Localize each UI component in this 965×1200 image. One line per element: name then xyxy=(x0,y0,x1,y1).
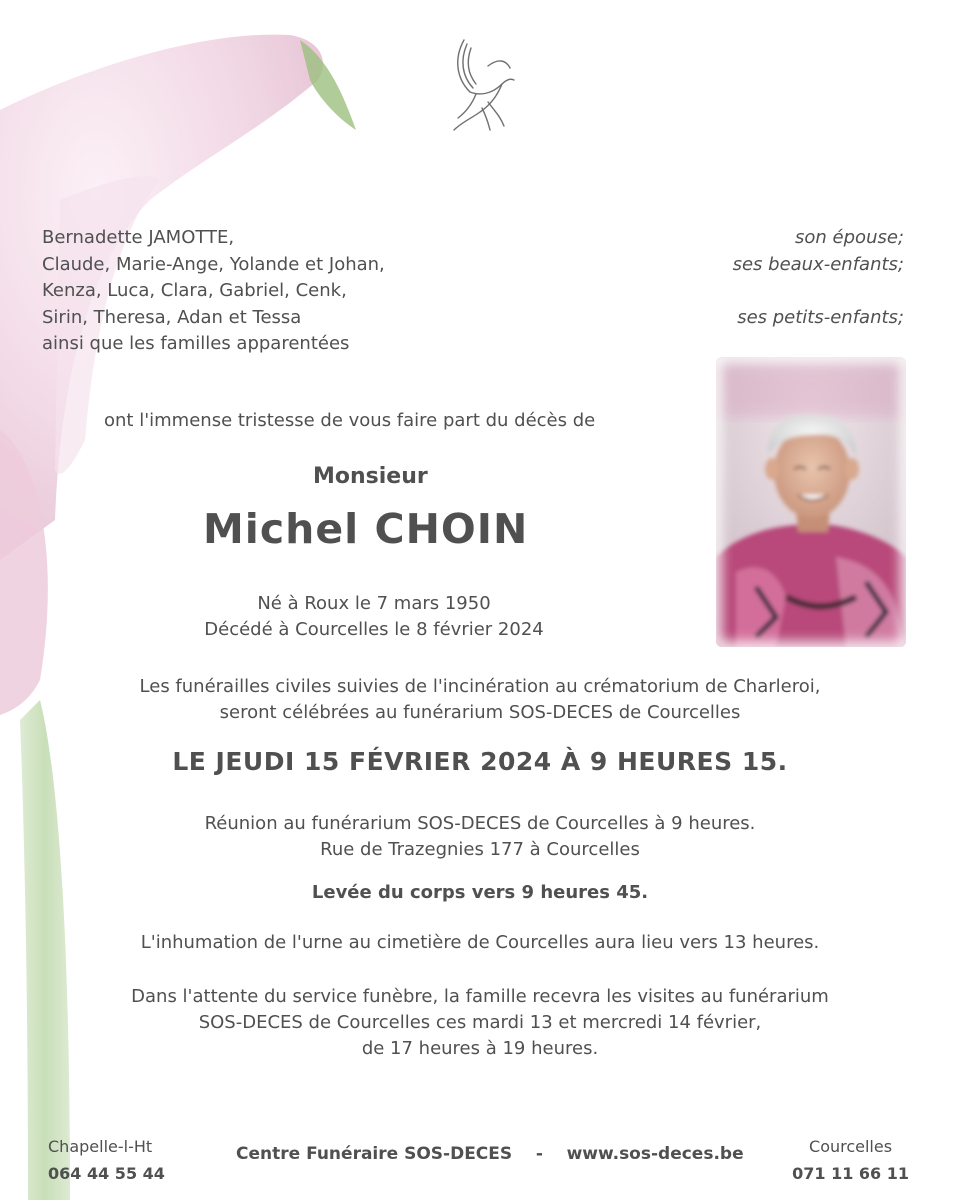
footer-center xyxy=(236,1144,744,1164)
funeral-line: seront célébrées au funérarium SOS-DECES de Courcelles xyxy=(219,702,741,723)
birth-line: Né à Roux le 7 mars 1950 xyxy=(257,593,491,614)
footer-city: Chapelle-l-Ht xyxy=(48,1137,153,1156)
family-name: Kenza, Luca, Clara, Gabriel, Cenk, xyxy=(42,280,347,301)
honorific-title: Monsieur xyxy=(313,464,428,489)
family-name: ainsi que les familles apparentées xyxy=(42,333,350,354)
birth-death-info xyxy=(140,591,608,643)
family-name: Sirin, Theresa, Adan et Tessa xyxy=(42,306,302,328)
family-row xyxy=(42,305,904,332)
footer-city: Courcelles xyxy=(809,1137,893,1156)
funeral-details xyxy=(60,674,900,726)
visits-info xyxy=(60,984,900,1062)
meeting-address: Rue de Trazegnies 177 à Courcelles xyxy=(320,839,640,860)
family-relation: son épouse; xyxy=(795,227,904,248)
portrait-photo xyxy=(716,357,906,647)
family-row xyxy=(42,225,904,252)
footer-separator: - xyxy=(535,1144,543,1164)
family-list xyxy=(42,225,904,358)
footer-phone: 071 11 66 11 xyxy=(792,1164,909,1183)
funeral-line: Les funérailles civiles suivies de l'incinération au crématorium de Charleroi, xyxy=(139,676,821,697)
footer-phone: 064 44 55 44 xyxy=(48,1164,165,1183)
visits-line: de 17 heures à 19 heures. xyxy=(361,1038,599,1059)
visits-line: Dans l'attente du service funèbre, la famille recevra les visites au funérarium xyxy=(131,986,829,1007)
footer-left-office xyxy=(48,1133,165,1187)
footer-right-office xyxy=(792,1133,909,1187)
website-link[interactable]: www.sos-deces.be xyxy=(566,1144,744,1164)
visits-line: SOS-DECES de Courcelles ces mardi 13 et mercredi 14 février, xyxy=(198,1012,762,1033)
ceremony-date: LE JEUDI 15 FÉVRIER 2024 À 9 HEURES 15. xyxy=(172,747,788,776)
meeting-line: Réunion au funérarium SOS-DECES de Courcelles à 9 heures. xyxy=(204,813,756,834)
family-name: Claude, Marie-Ange, Yolande et Johan, xyxy=(42,253,385,275)
family-row xyxy=(42,331,904,358)
dove-icon xyxy=(448,38,518,134)
meeting-details xyxy=(60,811,900,863)
deceased-name: Michel CHOIN xyxy=(203,505,529,553)
family-row xyxy=(42,252,904,279)
announcement-intro: ont l'immense tristesse de vous faire part du décès de xyxy=(104,410,596,431)
family-relation: ses petits-enfants; xyxy=(737,306,904,328)
family-row xyxy=(42,278,904,305)
funeral-home-name: Centre Funéraire SOS-DECES xyxy=(236,1144,513,1164)
inhumation-info: L'inhumation de l'urne au cimetière de Courcelles aura lieu vers 13 heures. xyxy=(140,932,820,953)
death-line: Décédé à Courcelles le 8 février 2024 xyxy=(204,619,544,640)
levee-time: Levée du corps vers 9 heures 45. xyxy=(311,882,649,903)
family-name: Bernadette JAMOTTE, xyxy=(42,227,235,248)
family-relation: ses beaux-enfants; xyxy=(732,253,904,275)
